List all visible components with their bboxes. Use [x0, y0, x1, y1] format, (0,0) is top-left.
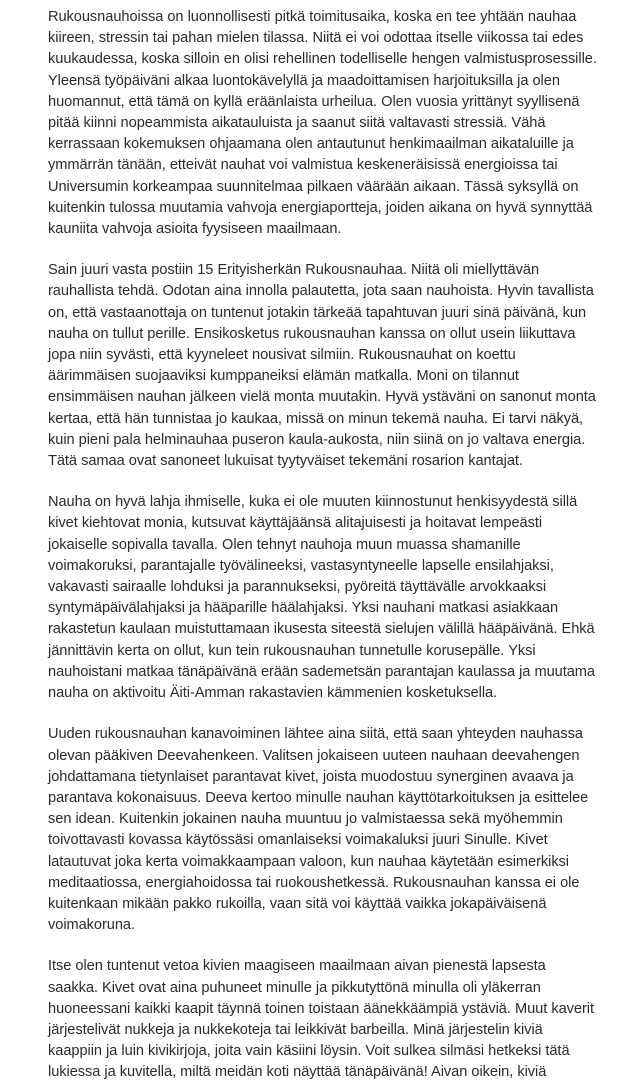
article-paragraph: Itse olen tuntenut vetoa kivien maagiseen maailmaan aivan pienestä lapsesta saakka. Kivet ovat aina puhuneet minulle ja pikkutyttönä minulla oli yläkerran huoneessani kaikki kaapit täynnä toinen toistaan äänekkäämpiä ystäviä. Muut kaverit järjestelivät nukkeja ja nukkekoteja tai leikkivät barbeilla. Minä järjestelin kiviä kaappiin ja luin kivikirjoja, joita vain käsiini löysin. Voit sulkea silmäsi hetkeksi tätä lukiessa ja kuvitella, miltä meidän koti näyttää tänäpäivänä! Aivan oikein, kiviä	[48, 958, 594, 1081]
article-paragraph: Nauha on hyvä lahja ihmiselle, kuka ei ole muuten kiinnostunut henkisyydestä sillä kivet kiehtovat monia, kutsuvat käyttäjäänsä alitajuisesti ja hoitavat lempeästi jokaiselle sopivalla tavalla. Olen tehnyt nauhoja muun muassa shamanille voimakoruksi, parantajalle työvälineeksi, vastasyntyneelle lapselle ensilahjaksi, vakavasti sairaalle lohduksi ja parannukseksi, pyöreitä täyttävälle arvokkaaksi syntymäpäivälahjaksi ja hääparille häälahjaksi. Yksi nauhani matkasi asiakkaan rakastetun kaulaan muistuttamaan ikusesta siteestä sielujen välillä hääpäivänä. Ehkä jännittävin kerta on ollut, kun tein rukousnauhan tunnetulle korusepälle. Yksi nauhoistani matkaa tänäpäivänä erään sademetsän parantajan kaulassa ja muutama nauha on aktivoitu Äiti-Amman rakastavien kämmenien kosketuksella.	[48, 494, 595, 702]
article-paragraph: Uuden rukousnauhan kanavoiminen lähtee aina siitä, että saan yhteyden nauhassa olevan pääkiven Deevahenkeen. Valitsen jokaiseen uuteen nauhaan deevahengen johdattamana tietynlaiset parantavat kivet, joista muodostuu synerginen avaava ja parantava kokonaisuus. Deeva kertoo minulle nauhan käyttötarkoituksen ja esittelee sen idean. Kuitenkin jokainen nauha muuntuu jo valmistaessa sekä myöhemmin toivottavasti kovassa käytössäsi omanlaiseksi voimakaluksi juuri Sinulle. Kivet latautuvat joka kerta voimakkaampaan valoon, kun nauhaa käytetään esimerkiksi meditaatiossa, energiahoidossa tai ruokoushetkessä. Rukousnauhan kanssa ei ole kuitenkaan mikään pakko rukoilla, vaan sitä voi käyttää vaikka jokapäiväisenä voimakoruna.	[48, 726, 589, 934]
article-paragraph: Rukousnauhoissa on luonnollisesti pitkä toimitusaika, koska en tee yhtään nauhaa kiireen, stressin tai pahan mielen tilassa. Niitä ei voi odottaa itselle viikossa tai edes kuukaudessa, koska silloin en olisi rehellinen todelliselle hengen valmistusprosessille. Yleensä työpäiväni alkaa luontokävelyllä ja maadoittamisen harjoituksilla ja olen huomannut, että tämä on kyllä eräänlaista urheilua. Olen vuosia yrittänyt syyllisenä pitää kiinni nopeammista aikatauluista ja saanut siitä valtavasti stressiä. Vähä kerrassaan kokemuksen ohjaamana olen antautunut henkimaailman aikataluille ja ymmärrän tänään, etteivät nauhat voi valmistua keskeneräisissä energioissa tai Universumin korkeampaa suunnitelmaa pilkaen väärään aikaan. Tässä syksyllä on kuitenkin tulossa muutamia vahvoja energiaportteja, joiden aikana on hyvä synnyttää kauniita vahvoja asioita fyysiseen maailmaan.	[48, 9, 597, 238]
article-paragraph: Sain juuri vasta postiin 15 Erityisherkän Rukousnauhaa. Niitä oli miellyttävän rauhallista tehdä. Odotan aina innolla palautetta, jota saan nauhoista. Hyvin tavallista on, että vastaanottaja on tuntenut jotakin tärkeää tapahtuvan juuri sinä päivänä, kun nauha on tullut perille. Ensikosketus rukousnauhan kanssa on ollut usein liikuttava jopa niin syvästi, että kyyneleet nousivat silmiin. Rukousnauhat on koettu äärimmäisen suojaaviksi kumppaneiksi elämän matkalla. Moni on tilannut ensimmäisen nauhan jälkeen vielä monta muutakin. Hyvä ystäväni on sanonut monta kertaa, että hän tunnistaa jo kaukaa, missä on minun tekemä nauha. Ei tarvi näkyä, kuin pieni pala helminauhaa puseron kaula-aukosta, niin siinä on jo valtava energia. Tätä samaa ovat sanoneet lukuisat tyytyväiset tekemäni rosarion kantajat.	[48, 262, 596, 470]
